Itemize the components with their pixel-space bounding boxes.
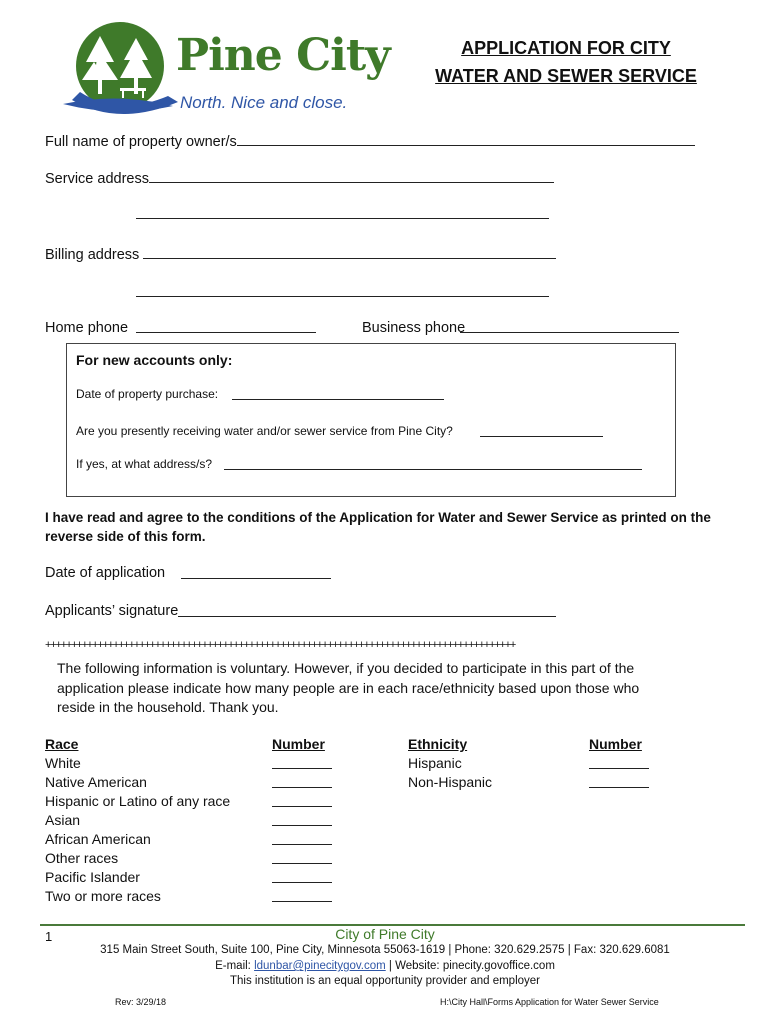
- plus-separator: ++++++++++++++++++++++++++++++++++++++++++++++++++++++++++++++++++++++++++++++++++++++++++: [45, 639, 516, 651]
- race-number-field[interactable]: [272, 844, 332, 845]
- race-number-field[interactable]: [272, 787, 332, 788]
- race-item: Two or more races: [45, 888, 161, 904]
- address-field[interactable]: [224, 469, 642, 470]
- service-row: [45, 168, 554, 187]
- address-label: If yes, at what address/s?: [76, 457, 213, 471]
- date-label: Date of application: [45, 565, 166, 581]
- race-number-header: Number: [272, 736, 325, 752]
- billing-field-1[interactable]: [143, 244, 556, 259]
- race-header: Race: [45, 736, 79, 752]
- footer-address: 315 Main Street South, Suite 100, Pine City, Minnesota 55063-1619 | Phone: 320.629.2575 | Fax: 320.629.6081: [100, 944, 670, 956]
- form-title: [416, 34, 716, 90]
- ethnicity-header: Ethnicity: [408, 736, 468, 752]
- email-link[interactable]: ldunbar@pinecitygov.com: [254, 960, 386, 972]
- billing-field-2[interactable]: [136, 296, 549, 297]
- receiving-field[interactable]: [480, 436, 603, 437]
- service-label: Service address: [45, 171, 149, 187]
- purchase-field[interactable]: [232, 399, 444, 400]
- billing-row: [45, 244, 556, 263]
- website-text: | Website: pinecity.govoffice.com: [385, 960, 555, 972]
- agreement-line-2: reverse side of this form.: [45, 529, 206, 544]
- footer-org: City of Pine City: [335, 926, 435, 942]
- race-number-field[interactable]: [272, 901, 332, 902]
- owner-label: Full name of property owner/s: [45, 134, 237, 150]
- race-number-field[interactable]: [272, 768, 332, 769]
- home-phone-label: Home phone: [45, 320, 129, 336]
- revision-date: Rev: 3/29/18: [115, 997, 167, 1007]
- purchase-label: Date of property purchase:: [76, 387, 219, 401]
- title-line-2: WATER AND SEWER SERVICE: [435, 66, 697, 86]
- page-number: 1: [45, 929, 53, 944]
- owner-field[interactable]: [237, 131, 695, 146]
- agreement-line-1: I have read and agree to the conditions of the Application for Water and Sewer Service as printed on the: [45, 510, 711, 525]
- race-number-field[interactable]: [272, 806, 332, 807]
- signature-label: Applicants’ signature: [45, 603, 179, 619]
- footer-equal-opportunity: This institution is an equal opportunity provider and employer: [229, 975, 541, 987]
- home-phone-field[interactable]: [136, 332, 316, 333]
- agreement-text: [45, 508, 745, 546]
- voluntary-line-1: The following information is voluntary. However, if you decided to participate in this part of the: [57, 660, 635, 676]
- pine-city-logo: [58, 22, 408, 118]
- race-item: Pacific Islander: [45, 869, 140, 885]
- ethnicity-item: Hispanic: [408, 755, 462, 771]
- voluntary-line-2: application please indicate how many people are in each race/ethnicity based upon those who: [57, 679, 640, 696]
- footer-contact: [0, 960, 770, 972]
- new-accounts-heading: For new accounts only:: [76, 352, 233, 368]
- service-field-2[interactable]: [136, 218, 549, 219]
- receiving-label: Are you presently receiving water and/or sewer service from Pine City?: [76, 424, 453, 438]
- ethnicity-number-header: Number: [589, 736, 642, 752]
- logo-tagline: North. Nice and close.: [180, 93, 348, 112]
- race-item: Other races: [45, 850, 119, 866]
- date-field[interactable]: [181, 578, 331, 579]
- title-line-1: APPLICATION FOR CITY: [461, 38, 671, 58]
- race-item: Asian: [45, 812, 81, 828]
- email-prefix: E-mail:: [215, 960, 255, 972]
- race-item: Native American: [45, 774, 147, 790]
- race-number-field[interactable]: [272, 863, 332, 864]
- race-number-field[interactable]: [272, 825, 332, 826]
- owner-row: [45, 131, 695, 150]
- file-path: H:\City Hall\Forms Application for Water Sewer Service: [440, 997, 659, 1007]
- voluntary-line-3: reside in the household. Thank you.: [57, 699, 279, 715]
- race-number-field[interactable]: [272, 882, 332, 883]
- service-field-1[interactable]: [149, 168, 554, 183]
- signature-field[interactable]: [178, 616, 556, 617]
- ethnicity-number-field[interactable]: [589, 768, 649, 769]
- ethnicity-number-field[interactable]: [589, 787, 649, 788]
- ethnicity-item: Non-Hispanic: [408, 774, 493, 790]
- logo-name: Pine City: [176, 30, 390, 81]
- business-phone-label: Business phone: [362, 320, 466, 336]
- race-item: White: [45, 755, 81, 771]
- business-phone-field[interactable]: [460, 332, 679, 333]
- voluntary-text: [57, 659, 639, 718]
- billing-label: Billing address: [45, 247, 140, 263]
- race-item: Hispanic or Latino of any race: [45, 793, 231, 809]
- race-item: African American: [45, 831, 151, 847]
